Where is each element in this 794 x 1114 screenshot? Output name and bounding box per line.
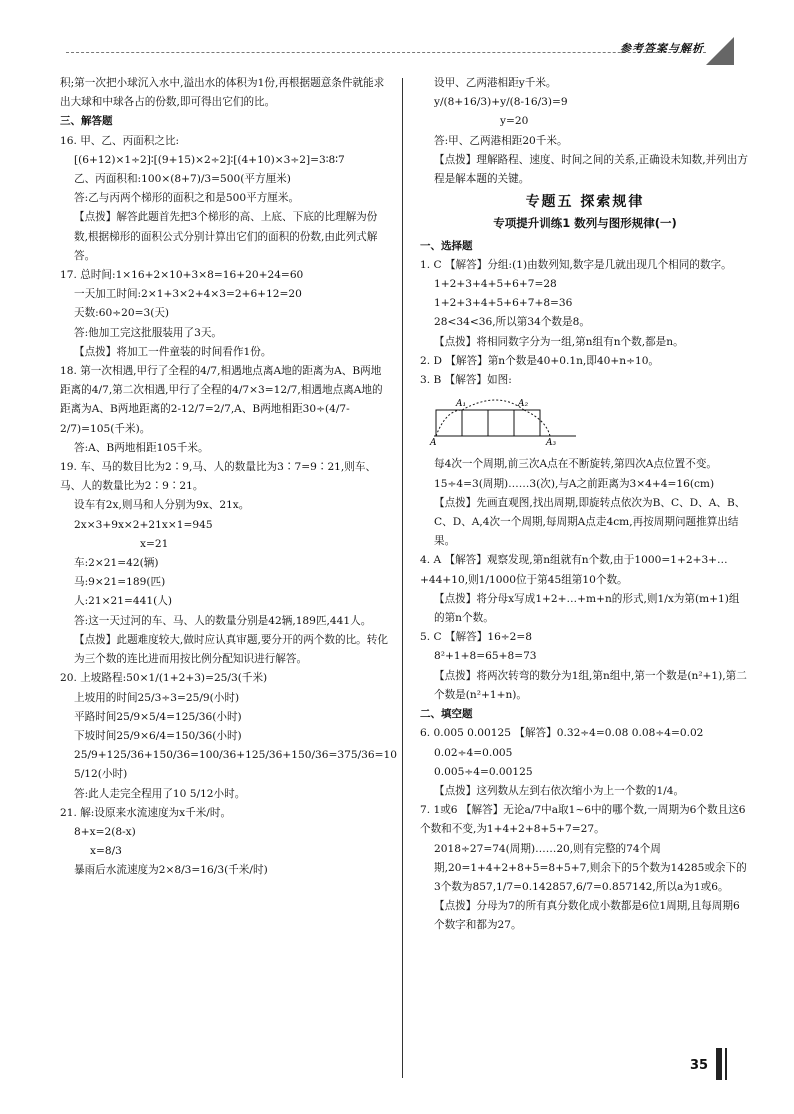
answer-line: 答:这一天过河的车、马、人的数量分别是42辆,189匹,441人。 — [74, 614, 372, 627]
text-line: 设甲、乙两港相距y千米。 — [434, 77, 557, 89]
text-line: 下坡时间25/9×6/4=150/36(小时) — [74, 729, 242, 742]
square-3 — [514, 410, 540, 436]
tip-line: 【点拨】此题难度较大,做时应认真审题,要分开的两个数的比。转化为三个数的连比进而用按比例分配知识进行解答。 — [74, 633, 388, 666]
answer-line: 答:此人走完全程用了10 5/12小时。 — [74, 787, 246, 800]
text-line: 车:2×21=42(辆) — [74, 557, 159, 570]
equation-line: 1+2+3+4+5+6+7+8=36 — [434, 297, 573, 310]
equation-line: 1+2+3+4+5+6+7=28 — [434, 278, 557, 291]
text-line: 天数:60÷20=3(天) — [74, 307, 170, 320]
section-heading: 二、填空题 — [420, 708, 473, 721]
equation-line: 8+x=2(8-x) — [74, 825, 136, 838]
square-0 — [436, 410, 462, 436]
square-2 — [488, 410, 514, 436]
tip-line: 【点拨】分母为7的所有真分数化成小数都是6位1周期,且每周期6个数字和都为27。 — [434, 900, 740, 932]
rotation-diagram — [426, 392, 586, 446]
column-divider — [402, 78, 403, 1078]
right-column — [420, 74, 750, 936]
tip-line: 【点拨】将相同数字分为一组,第n组有n个数,都是n。 — [434, 335, 684, 348]
text-line: 积;第一次把小球沉入水中,溢出水的体积为1份,再根据题意条件就能求出大球和中球各占的份数,即可得出它们的比。 — [60, 77, 385, 109]
text-line: 上坡用的时间25/3÷3=25/9(小时) — [74, 691, 240, 704]
header-title: 参考答案与解析 — [620, 42, 704, 55]
header-triangle-decoration — [706, 37, 734, 65]
answer-line: 答:A、B两地相距105千米。 — [74, 441, 209, 454]
question-6: 6. 0.005 0.00125 【解答】0.32÷4=0.08 0.08÷4=0.02 — [420, 727, 704, 740]
question-7: 7. 1或6 【解答】无论a/7中a取1~6中的哪个数,一周期为6个数且这6个数和不变,为1+4+2+8+5+7=27。 — [420, 804, 746, 836]
header-rule — [66, 52, 706, 53]
equation-line: 25/9+125/36+150/36=100/36+125/36+150/36=375/36=10 5/12(小时) — [74, 749, 398, 781]
tip-line: 【点拨】将加工一件童装的时间看作1份。 — [74, 345, 272, 358]
equation-line: 2x×3+9x×2+21x×1=945 — [74, 518, 213, 531]
left-column — [60, 74, 398, 881]
question-19: 19. 车、马的数目比为2∶9,马、人的数量比为3∶7=9∶21,则车、马、人的数量比为2∶9∶21。 — [60, 461, 377, 493]
text-line: 平路时间25/9×5/4=125/36(小时) — [74, 710, 242, 723]
text-line: 2018÷27=74(周期)……20,则有完整的74个周期,20=1+4+2+8+5=8+5+7,则余下的5个数为14285或余下的3个数为857,1/7=0.142857,6/7=0.857142,所以a为1或6。 — [434, 842, 747, 893]
equation-line: 0.005÷4=0.00125 — [434, 765, 533, 778]
answer-line: 答:甲、乙两港相距20千米。 — [434, 134, 568, 147]
equation-line: y=20 — [500, 115, 529, 128]
point-a1: A₁ — [456, 399, 467, 410]
question-21: 21. 解:设原来水流速度为x千米/时。 — [60, 806, 232, 819]
equation-line: 0.02÷4=0.005 — [434, 746, 513, 759]
tip-line: 【点拨】这列数从左到右依次缩小为上一个数的1/4。 — [434, 784, 685, 797]
tip-line: 【点拨】解答此题首先把3个梯形的高、上底、下底的比理解为份数,根据梯形的面积公式分别计算出它们的面积的份数,由此列式解答。 — [74, 211, 378, 262]
text-line: 设车有2x,则马和人分别为9x、21x。 — [74, 499, 250, 512]
tip-line: 【点拨】将分母x写成1+2+…+m+n的形式,则1/x为第(m+1)组的第n个数。 — [434, 592, 740, 625]
text-line: 乙、丙面积和:100×(8+7)/3=500(平方厘米) — [74, 173, 291, 186]
section-heading: 三、解答题 — [60, 115, 113, 128]
arc-3 — [524, 410, 550, 436]
arc-2 — [462, 400, 524, 410]
section-heading: 一、选择题 — [420, 239, 473, 252]
tip-line: 【点拨】将两次转弯的数分为1组,第n组中,第一个数是(n²+1),第二个数是(n²+1+n)。 — [434, 669, 747, 701]
question-1: 1. C 【解答】分组:(1)由数列知,数字是几就出现几个相同的数字。 — [420, 258, 732, 271]
text-line: 28<34<36,所以第34个数是8。 — [434, 316, 590, 329]
page-number-bar-thin — [725, 1048, 727, 1080]
question-17: 17. 总时间:1×16+2×10+3×8=16+20+24=60 — [60, 269, 304, 282]
text-line: 每4次一个周期,前三次A点在不断旋转,第四次A点位置不变。15÷4=3(周期)……3(次),与A之前距离为3×4+4=16(cm) — [434, 458, 718, 490]
equation-line: x=21 — [140, 537, 169, 550]
chapter-title: 专题五 探索规律 — [525, 194, 645, 211]
point-a: A — [430, 438, 437, 447]
question-4: 4. A 【解答】观察发现,第n组就有n个数,由于1000=1+2+3+…+44+10,则1/1000位于第45组第10个数。 — [420, 554, 728, 586]
page-number-bar — [716, 1048, 722, 1080]
question-18: 18. 第一次相遇,甲行了全程的4/7,相遇地点离A地的距离为A、B两地距离的4/7,第二次相遇,甲行了全程的4/7×3=12/7,相遇地点离A地的距离为A、B两地距离的2-12/7=2/7,A、B两地相距30÷(4/7-2/7)=105(千米)。 — [60, 365, 383, 435]
question-16: 16. 甲、乙、丙面积之比: — [60, 134, 180, 147]
answer-line: 答:他加工完这批服装用了3天。 — [74, 326, 223, 339]
square-1 — [462, 410, 488, 436]
question-5: 5. C 【解答】16÷2=8 — [420, 631, 533, 644]
text-line: 马:9×21=189(匹) — [74, 576, 166, 589]
tip-line: 【点拨】先画直观图,找出周期,即旋转点依次为B、C、D、A、B、C、D、A,4次一个周期,每周期A点走4cm,再按周期问题推算出结果。 — [434, 496, 746, 548]
text-line: 暴雨后水流速度为2×8/3=16/3(千米/时) — [74, 864, 268, 877]
equation-line: x=8/3 — [90, 845, 122, 858]
section-subtitle: 专项提升训练1 数列与图形规律(一) — [493, 216, 677, 231]
point-a3: A₃ — [546, 438, 557, 447]
tip-line: 【点拨】理解路程、速度、时间之间的关系,正确设未知数,并列出方程是解本题的关键。 — [434, 153, 748, 186]
text-line: [(6+12)×1÷2]∶[(9+15)×2÷2]∶[(4+10)×3÷2]=3∶8∶7 — [74, 153, 345, 166]
page-number: 35 — [690, 1058, 709, 1073]
question-20: 20. 上坡路程:50×1/(1+2+3)=25/3(千米) — [60, 672, 268, 685]
text-line: 一天加工时间:2×1+3×2+4×3=2+6+12=20 — [74, 288, 302, 301]
answer-line: 答:乙与丙两个梯形的面积之和是500平方厘米。 — [74, 192, 300, 205]
equation-line: 8²+1+8=65+8=73 — [434, 650, 537, 663]
equation-line: y/(8+16/3)+y/(8-16/3)=9 — [434, 96, 568, 109]
question-2: 2. D 【解答】第n个数是40+0.1n,即40+n÷10。 — [420, 354, 660, 367]
question-3: 3. B 【解答】如图: — [420, 374, 512, 387]
point-a2: A₂ — [518, 399, 529, 410]
arc-1 — [436, 410, 462, 436]
text-line: 人:21×21=441(人) — [74, 595, 172, 608]
